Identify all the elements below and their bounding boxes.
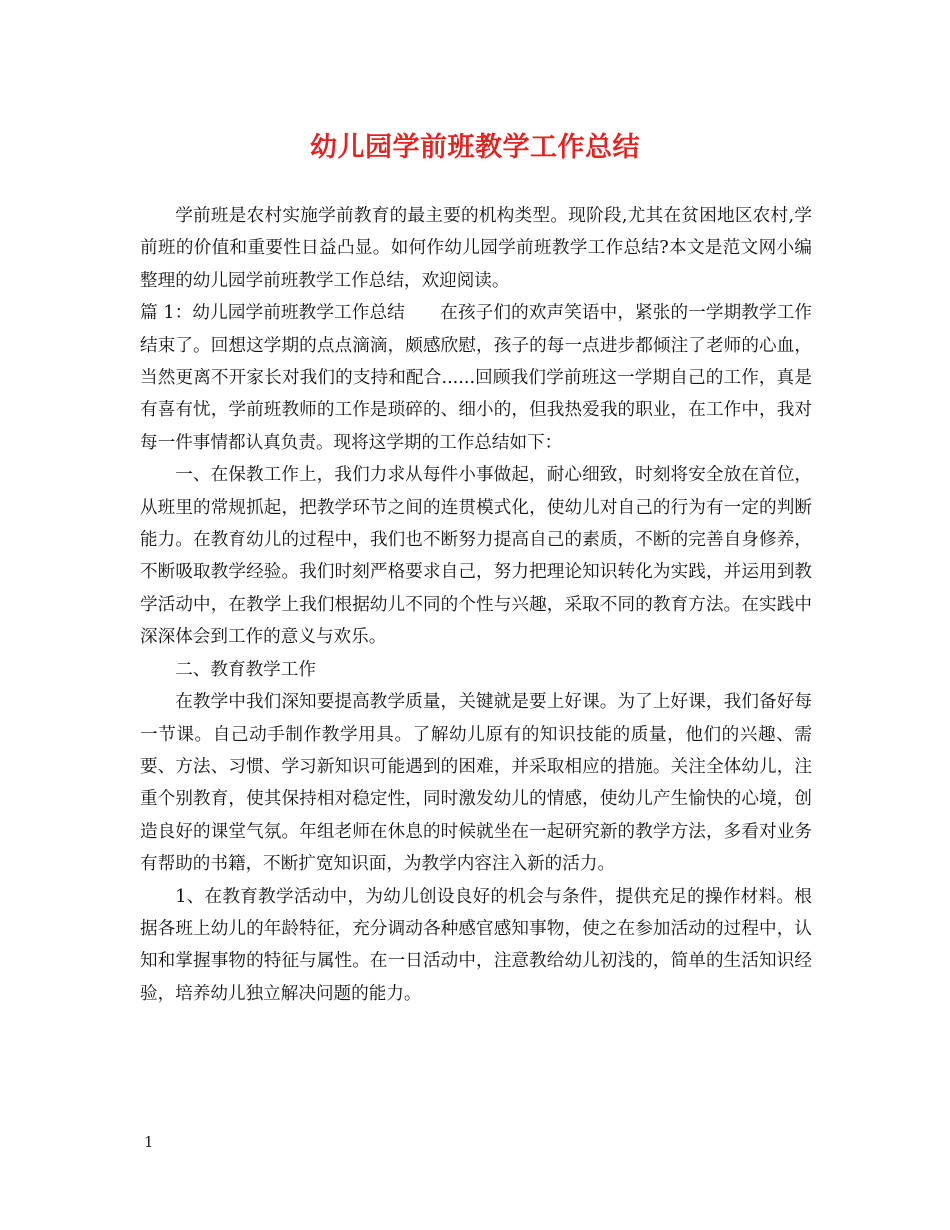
document-body: [140, 200, 812, 1010]
paragraph-part-1: 篇 1：幼儿园学前班教学工作总结 在孩子们的欢声笑语中，紧张的一学期教学工作结束了。回想这学期的点点滴滴，颇感欣慰，孩子的每一点进步都倾注了老师的心血，当然更离不开家长对我们的支持和配合......回顾我们学前班这一学期自己的工作，真是有喜有忧，学前班教师的工作是琐碎的、细小的，但我热爱我的职业，在工作中，我对每一件事情都认真负责。现将这学期的工作总结如下：: [140, 303, 812, 453]
paragraph-section-1: 一、在保教工作上，我们力求从每件小事做起，耐心细致，时刻将安全放在首位，从班里的常规抓起，把教学环节之间的连贯模式化，使幼儿对自己的行为有一定的判断能力。在教育幼儿的过程中，我们也不断努力提高自己的素质，不断的完善自身修养，不断吸取教学经验。我们时刻严格要求自己，努力把理论知识转化为实践，并运用到教学活动中，在教学上我们根据幼儿不同的个性与兴趣，采取不同的教育方法。在实践中深深体会到工作的意义与欢乐。: [140, 465, 812, 648]
page-number: 1: [144, 1133, 154, 1151]
section-heading-2: 二、教育教学工作: [175, 659, 316, 680]
document-title: 幼儿园学前班教学工作总结: [310, 132, 640, 163]
paragraph-intro: 学前班是农村实施学前教育的最主要的机构类型。现阶段,尤其在贫困地区农村,学前班的价值和重要性日益凸显。如何作幼儿园学前班教学工作总结?本文是范文网小编整理的幼儿园学前班教学工作总结，欢迎阅读。: [140, 206, 812, 291]
paragraph-section-2: 在教学中我们深知要提高教学质量，关键就是要上好课。为了上好课，我们备好每一节课。自己动手制作教学用具。了解幼儿原有的知识技能的质量，他们的兴趣、需要、方法、习惯、学习新知识可能遇到的困难，并采取相应的措施。关注全体幼儿，注重个别教育，使其保持相对稳定性，同时激发幼儿的情感，使幼儿产生愉快的心境，创造良好的课堂气氛。年组老师在休息的时候就坐在一起研究新的教学方法，多看对业务有帮助的书籍，不断扩宽知识面，为教学内容注入新的活力。: [140, 692, 812, 875]
paragraph-item-1: 1、在教育教学活动中，为幼儿创设良好的机会与条件，提供充足的操作材料。根据各班上幼儿的年龄特征，充分调动各种感官感知事物，使之在参加活动的过程中，认知和掌握事物的特征与属性。在一日活动中，注意教给幼儿初浅的，简单的生活知识经验，培养幼儿独立解决问题的能力。: [140, 886, 812, 1004]
